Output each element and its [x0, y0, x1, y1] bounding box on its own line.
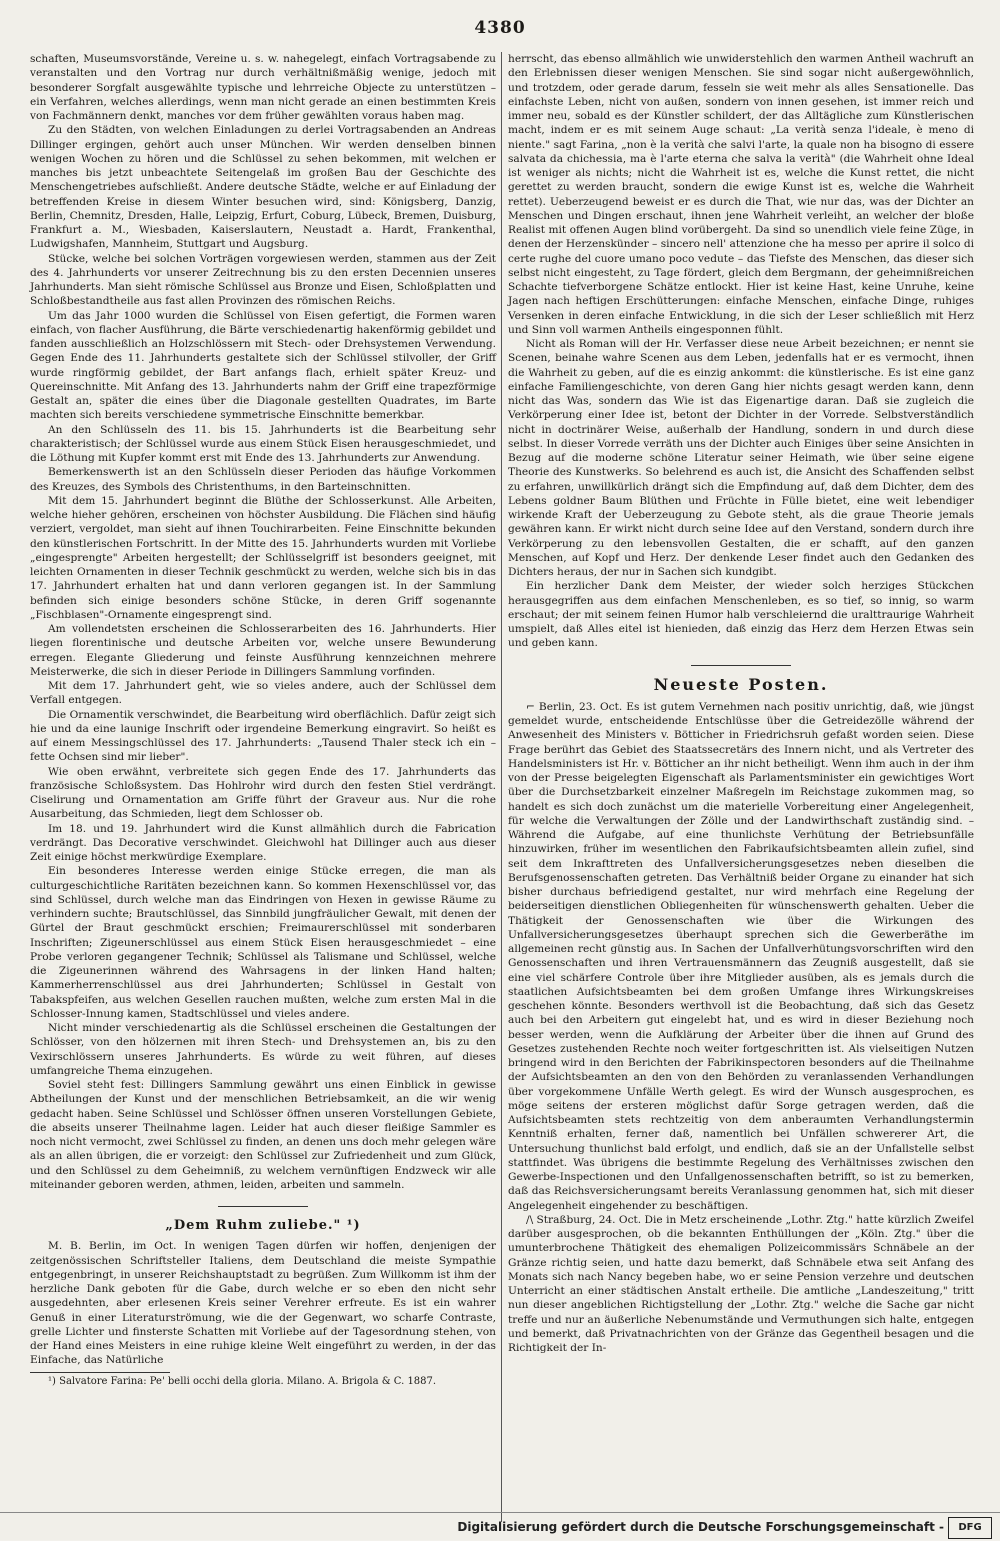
column-divider	[501, 52, 502, 1522]
article-paragraph: schaften, Museumsvorstände, Vereine u. s. w. nahegelegt, einfach Vortragsabende zu veranstalten und den Vortrag nur durch verhältnißmäßig wenige, jedoch mit besonderer Sorgfalt ausgewählte typische und lehrreiche Objecte zu unterstützen – ein Verfahren, welches allerdings, wenn man nicht gerade an einen bestimmten Kreis von Fachmännern denkt, manches vor dem früher gewählten voraus haben mag.	[30, 53, 496, 122]
article-paragraph: Am vollendetsten erscheinen die Schlosserarbeiten des 16. Jahrhunderts. Hier liegen florentinische und deutsche Arbeiten vor, welche unsere Bewunderung erregen. Elegante Gliederung und feinste Ausführung kennzeichnen mehrere Meisterwerke, die sich in dieser Periode in Dillingers Sammlung vorfinden.	[30, 623, 496, 678]
article-paragraph: Wie oben erwähnt, verbreitete sich gegen Ende des 17. Jahrhunderts das französische Schloßsystem. Das Hohlrohr wird durch den festen Stiel verdrängt. Ciselirung und Ornamentation am Griffe führt der Graveur aus. Nur die rohe Ausarbeitung, das Schmieden, liegt dem Schlosser ob.	[30, 765, 496, 821]
footer-credit: Digitalisierung gefördert durch die Deutsche Forschungsgemeinschaft -	[457, 1520, 944, 1534]
article-paragraph: Bemerkenswerth ist an den Schlüsseln dieser Perioden das häufige Vorkommen des Kreuzes, des Symbols des Christenthums, in den Barteinschnitten.	[30, 466, 496, 493]
news-paragraph: /\ Straßburg, 24. Oct. Die in Metz erscheinende „Lothr. Ztg." hatte kürzlich Zweifel darüber ausgesprochen, ob die bekannten Enthüllungen der „Köln. Ztg." über die umunterbrochene Thätigkeit des ehemaligen Polizeicommissärs Schnäbele an der Gränze richtig seien, und hatte dazu bemerkt, daß Schnäbele etwa seit Anfang des Monats sich nach Nancy begeben habe, wo er seine Pension verzehre und deutschen Unterricht an einer städtischen Anstalt ertheile. Die amtliche „Landeszeitung," tritt nun dieser angeblichen Richtigstellung der „Lothr. Ztg." welche die Sache gar nicht treffe und nur an äußerliche Nebenumstände und Vermuthungen sich halte, entgegen und bemerkt, daß Privatnachrichten von der Gränze das Gegentheil besagen und die Richtigkeit der In-	[508, 1213, 974, 1354]
digitization-footer	[0, 1512, 1000, 1541]
article-paragraph: Zu den Städten, von welchen Einladungen zu derlei Vortragsabenden an Andreas Dillinger ergingen, gehört auch unser München. Wir werden denselben binnen wenigen Wochen zu hören und die Schlüssel zu sehen bekommen, mit welchen er manches bis jetzt unbeachtete Seitengelaß im großen Bau der Geschichte des Menschengetriebes aufschließt. Andere deutsche Städte, welche er auf Einladung der betreffenden Kreise in diesem Winter besuchen wird, sind: Königsberg, Danzig, Berlin, Chemnitz, Dresden, Halle, Leipzig, Erfurt, Coburg, Lübeck, Bremen, Duisburg, Frankfurt a. M., Wiesbaden, Kaiserslautern, Neustadt a. Hardt, Frankenthal, Ludwigshafen, Mannheim, Stuttgart und Augsburg.	[30, 124, 496, 251]
section-rule	[691, 665, 791, 666]
section-rule	[218, 1206, 308, 1207]
article-paragraph: An den Schlüsseln des 11. bis 15. Jahrhunderts ist die Bearbeitung sehr charakteristisch; der Schlüssel wurde aus einem Stück Eisen herausgeschmiedet, und die Löthung mit Kupfer kommt erst mit Ende des 13. Jahrhunderts zur Anwendung.	[30, 423, 496, 464]
article-paragraph: Stücke, welche bei solchen Vorträgen vorgewiesen werden, stammen aus der Zeit des 4. Jahrhunderts vor unserer Zeitrechnung bis zu den ersten Decennien unseres Jahrhunderts. Man sieht römische Schlüssel aus Bronze und Eisen, Schloßplatten und Schloßbestandtheile aus fast allen Provinzen des römischen Reichs.	[30, 252, 496, 308]
article-paragraph: Soviel steht fest: Dillingers Sammlung gewährt uns einen Einblick in gewisse Abtheilungen der Kunst und der menschlichen Betriebsamkeit, an die wir wenig gedacht haben. Seine Schlüssel und Schlösser öffnen unseren Vorstellungen Gebiete, die abseits unserer Theilnahme lagen. Leider hat auch dieser fleißige Sammler es noch nicht vermocht, zwei Schlüssel zu finden, an denen uns doch mehr gelegen wäre als an allen übrigen, die er vorzeigt: den Schlüssel zur Zufriedenheit und zum Glück, und den Schlüssel zu dem Geheimniß, zu welchem vernünftigen Endzweck wir alle miteinander geboren werden, athmen, leiden, arbeiten und sammeln.	[30, 1079, 496, 1191]
news-paragraph: ⌐ Berlin, 23. Oct. Es ist gutem Vernehmen nach positiv unrichtig, daß, wie jüngst gemeldet wurde, entscheidende Entschlüsse über die Getreidezölle während der Anwesenheit des Ministers v. Bötticher in Friedrichsruh gefaßt worden seien. Diese Frage berührt das Gebiet des Staatssecretärs des Innern nicht, und als Vertreter des Handelsministers ist Hr. v. Bötticher an ihr nicht betheiligt. Wenn ihm auch in der ihm von der Presse beigelegten Eigenschaft als Parlamentsminister ein gewichtiges Wort über die Durchsetzbarkeit einzelner Maßregeln im Reichstage zukommen mag, so handelt es sich doch zunächst um die materielle Vorbereitung einer Angelegenheit, für welche die Verwaltungen der Zölle und der Landwirthschaft zuständig sind. – Während die Aufgabe, auf eine thunlichste Verhütung der Betriebsunfälle hinzuwirken, früher im wesentlichen den Fabrikaufsichtsbeamten allein zufiel, sind seit dem Inkrafttreten des Unfallversicherungsgesetzes neben dieselben die Berufsgenossenschaften getreten. Das Verhältniß beider Organe zu einander hat sich bisher durchaus befriedigend gestaltet, nur wird mehrfach eine Regelung der beiderseitigen dienstlichen Obliegenheiten für wünschenswerth gehalten. Ueber die Thätigkeit der Genossenschaften wie über die Wirkungen des Unfallversicherungsgesetzes überhaupt sprechen sich die Gewerberäthe im allgemeinen recht günstig aus. In Sachen der Unfallverhütungsvorschriften wird den Genossenschaften und ihren Vertrauensmännern das Zeugniß ausgestellt, daß sie eine viel schärfere Controle über ihre Mitglieder ausüben, als es jemals durch die staatlichen Aufsichtsbeamten bei dem großen Umfange ihres Wirkungskreises geschehen könnte. Besonders werthvoll ist die Beobachtung, daß sich das Gesetz auch bei den Arbeitern gut eingelebt hat, und es wird in dieser Beziehung noch besser werden, wenn die Aufklärung der Arbeiter über die ihnen auf Grund des Gesetzes zustehenden Rechte noch weiter fortgeschritten ist. Als vielseitigen Nutzen bringend wird in den Berichten der Fabrikinspectoren besonders auf die Theilnahme der Aufsichtsbeamten an den von den Behörden zu veranlassenden Verhandlungen über vorgekommene Unfälle Werth gelegt. Es wird der Wunsch ausgesprochen, es möge seitens der ersteren möglichst dafür Sorge getragen werden, daß die Aufsichtsbeamten stets rechtzeitig von dem anberaumten Verhandlungstermin Kenntniß erhalten, ferner daß, namentlich bei Unfällen schwererer Art, die Untersuchung thunlichst bald erfolgt, und endlich, daß sie an der Unfallstelle selbst stattfindet. Was übrigens die bestimmte Regelung des Verhältnisses zwischen den Gewerbe-Inspectionen und den Unfallgenossenschaften betrifft, so ist zu bemerken, daß das Reichsversicherungsamt bereits Veranlassung genommen hat, sich mit dieser Angelegenheit eingehender zu beschäftigen.	[508, 700, 974, 1212]
news-heading: Neueste Posten.	[653, 674, 829, 694]
article-paragraph: Die Ornamentik verschwindet, die Bearbeitung wird oberflächlich. Dafür zeigt sich hie und da eine launige Inschrift oder irgendeine Bemerkung eingravirt. So heißt es auf einem Messingschlüssel des 17. Jahrhunderts: „Tausend Thaler steck ich ein – fette Ochsen sind mir lieber".	[30, 708, 496, 764]
left-column	[30, 52, 496, 1388]
article-paragraph: Mit dem 15. Jahrhundert beginnt die Blüthe der Schlosserkunst. Alle Arbeiten, welche hieher gehören, erscheinen von höchster Ausbildung. Die Flächen sind häufig verziert, vergoldet, man sieht auf ihnen Touchirarbeiten. Feine Einschnitte bekunden den künstlerischen Fortschritt. In der Mitte des 15. Jahrhunderts wurden mit Vorliebe „eingesprengte" Arbeiten hergestellt; der Schlüsselgriff ist besonders geeignet, mit leichten Ornamenten in dieser Technik geschmückt zu werden, welche sich bis in das 17. Jahrhundert erhalten hat und dann verloren gegangen ist. In der Sammlung befinden sich einige besonders schöne Stücke, in deren Griff sogenannte „Fischblasen"-Ornamente eingesprengt sind.	[30, 494, 496, 621]
article-paragraph: Im 18. und 19. Jahrhundert wird die Kunst allmählich durch die Fabrication verdrängt. Das Decorative verschwindet. Gleichwohl hat Dillinger auch aus dieser Zeit einige höchst merkwürdige Exemplare.	[30, 822, 496, 863]
page-number: 4380	[474, 18, 526, 38]
article-paragraph: Mit dem 17. Jahrhundert geht, wie so vieles andere, auch der Schlüssel dem Verfall entgegen.	[30, 680, 496, 707]
footnote: ¹) Salvatore Farina: Pe' belli occhi della gloria. Milano. A. Brigola & C. 1887.	[48, 1375, 437, 1387]
article-paragraph: Ein besonderes Interesse werden einige Stücke erregen, die man als culturgeschichtliche Raritäten bezeichnen kann. So kommen Hexenschlüssel vor, das sind Schlüssel, durch welche man das Eindringen von Hexen in gewisse Räume zu verhindern suchte; Brautschlüssel, das Sinnbild jungfräulicher Gewalt, mit denen der Gürtel der Braut geschmückt erschien; Freimaurerschlüssel mit sonderbaren Inschriften; Zigeunerschlüssel aus einem Stück Eisen herausgeschmiedet – eine Probe verloren gegangener Technik; Schlüssel als Talismane und Schlüssel, welche die Zigeunerinnen während des Wahrsagens in der linken Hand halten; Kammerherrenschlüssel aus drei Jahrhunderten; Schlüssel in Gestalt von Tabakspfeifen, aus welchen Gesellen rauchen mußten, welche zum ersten Mal in die Schlosser-Innung kamen, Stadtschlüssel und vieles andere.	[30, 865, 496, 1020]
footnote-rule	[30, 1372, 170, 1373]
article-paragraph: Ein herzlicher Dank dem Meister, der wieder solch herziges Stückchen herausgegriffen aus dem einfachen Menschenleben, es so tief, so innig, so warm erschaut; der mit seinem feinen Humor halb verschleiernd die uralttraurige Wahrheit umspielt, daß Alles eitel ist hienieden, daß einzig das Herz dem Herzen Etwas sein und geben kann.	[508, 580, 974, 650]
article-paragraph: Um das Jahr 1000 wurden die Schlüssel von Eisen gefertigt, die Formen waren einfach, von flacher Ausführung, die Bärte verschiedenartig hakenförmig gebildet und fanden ausschließlich an Holzschlössern mit Stech- oder Drehsystemen Verwendung. Gegen Ende des 11. Jahrhunderts gestaltete sich der Schlüssel stilvoller, der Griff wurde ringförmig gebildet, der Bart anfangs flach, erhielt später Kreuz- und Quereinschnitte. Mit Anfang des 13. Jahrhunderts nahm der Griff eine trapezförmige Gestalt an, später die eines über die Diagonale gestellten Quadrates, im Barte machten sich bereits verschiedene symmetrische Einschnitte bemerkbar.	[30, 309, 496, 422]
dfg-logo-icon: DFG	[948, 1517, 992, 1539]
right-column	[508, 52, 974, 1355]
article-paragraph: Nicht minder verschiedenartig als die Schlüssel erscheinen die Gestaltungen der Schlösser, von den hölzernen mit ihren Stech- und Drehsystemen an, bis zu den Vexirschlössern unseres Jahrhunderts. Es würde zu weit führen, auf dieses umfangreiche Thema einzugehen.	[30, 1022, 496, 1077]
feuilleton-paragraph: M. B. Berlin, im Oct. In wenigen Tagen dürfen wir hoffen, denjenigen der zeitgenössischen Schriftsteller Italiens, dem Deutschland die meiste Sympathie entgegenbringt, in unserer Reichshauptstadt zu begrüßen. Zum Willkomm ist ihm der herzliche Dank geboten für die Gabe, durch welche er so eben den nicht sehr ausgedehnten, aber erlesenen Kreis seiner Verehrer erfreute. Es ist ein wahrer Genuß in einer Literaturströmung, wie die der Gegenwart, wo scharfe Contraste, grelle Lichter und finsterste Schatten mit Vorliebe auf der Tagesordnung stehen, von der Hand eines Meisters in eine ruhige kleine Welt eingeführt zu werden, in der das Einfache, das Natürliche	[30, 1240, 496, 1367]
article-paragraph: Nicht als Roman will der Hr. Verfasser diese neue Arbeit bezeichnen; er nennt sie Scenen, beinahe wahre Scenen aus dem Leben, jedenfalls hat er es vermocht, ihnen die Wahrheit zu geben, auf die es einzig ankommt: die künstlerische. Es ist eine ganz einfache Familiengeschichte, von deren Gang hier nichts gesagt werden kann, denn nicht das Was, sondern das Wie ist das Eigenartige daran. Daß sie zugleich die Verkörperung einer Idee ist, betont der Dichter in der Vorrede. Selbstverständlich nicht in doctrinärer Weise, außerhalb der Handlung, sondern in und durch diese selbst. In dieser Vorrede verräth uns der Dichter auch Einiges über seine Ansichten in Bezug auf die moderne schöne Literatur seiner Heimath, wie über seine eigene Theorie des Kunstwerks. So belehrend es auch ist, die Ansicht des Schaffenden selbst zu erfahren, unwillkürlich drängt sich die Empfindung auf, daß dem Dichter, dem des Lebens goldner Baum Blüthen und Früchte in Fülle bietet, eine weit lebendiger wirkende Kraft der Ueberzeugung zu Gebote steht, als die graue Theorie jemals gewähren kann. Er wirkt nicht durch seine Idee auf den Verstand, sondern durch ihre Verkörperung zu den lebensvollen Gestalten, die er schafft, auf den ganzen Menschen, auf Kopf und Herz. Der denkende Leser findet auch den Gedanken des Dichters heraus, der nur in Sachen sich kundgibt.	[508, 338, 974, 578]
article-paragraph: herrscht, das ebenso allmählich wie unwiderstehlich den warmen Antheil wachruft an den Erlebnissen dieser wenigen Menschen. Sie sind sogar nicht außergewöhnlich, und trotzdem, oder gerade darum, fesseln sie weit mehr als alles Sensationelle. Das einfachste Leben, nicht von außen, sondern von innen gesehen, ist immer reich und immer neu, sobald es der Künstler schildert, der das Alltägliche zum Künstlerischen macht, indem er es mit seinem Auge schaut: „La verità senza l'ideale, è meno di niente." sagt Farina, „non è la verità che salvi l'arte, la quale non ha bisogno di essere salvata da chichessia, ma è l'arte eterna che salva la verità" (die Wahrheit ohne Ideal ist weniger als nichts; nicht die Wahrheit ist es, welche die Kunst rettet, die nicht gerettet zu werden braucht, sondern die ewige Kunst ist es, welche die Wahrheit rettet). Ueberzeugend beweist er es durch die That, wie nur das, was der Dichter an Menschen und Dingen erschaut, ihnen jene Wahrheit verleiht, an welcher der bloße Realist mit offenen Augen blind vorübergeht. Da sind so unendlich viele feine Züge, in denen der Herzenskünder – sincero nell' attenzione che ha messo per aprire il solco di certe rughe del cuore umano poco vedute – das Tiefste des Menschen, das dieser sich selbst nicht eingesteht, zu Tage fördert, gleich dem Bergmann, der geheimnißreichen Schachte tiefverborgene Schätze entlockt. Hier ist keine Hast, keine Unruhe, keine Jagen nach heftigen Erschütterungen: einfache Menschen, einfache Dinge, ruhiges Versenken in deren einfache Entwicklung, in die sich der Leser schließlich mit Herz und Sinn voll warmen Antheils eingesponnen fühlt.	[508, 53, 975, 336]
feuilleton-heading: „Dem Ruhm zuliebe." ¹)	[165, 1218, 361, 1233]
